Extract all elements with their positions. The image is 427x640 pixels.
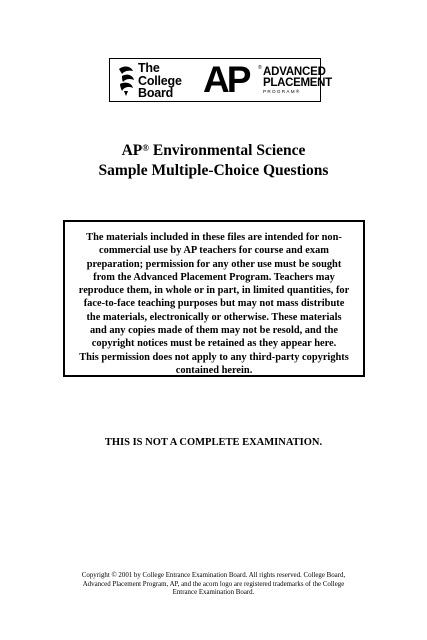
notice-line: copyright notices must be retained as they appear here. xyxy=(91,338,337,350)
notice-line: and any copies made of them may not be resold, and the xyxy=(89,325,339,337)
notice-line: preparation; permission for any other use must be sought xyxy=(86,258,342,270)
header-logos xyxy=(109,58,332,102)
notice-line: from the Advanced Placement Program. Teachers may xyxy=(93,271,335,283)
usage-notice-box xyxy=(63,220,365,377)
acorn-logo-icon xyxy=(116,65,136,97)
title-line-1: AP® Environmental Science xyxy=(121,142,306,159)
notice-line: contained herein. xyxy=(175,364,253,376)
notice-line: The materials included in these files are intended for non- xyxy=(86,232,342,243)
copyright-line: Advanced Placement Program, AP, and the acorn logo are registered trademarks of the College xyxy=(82,580,345,588)
not-complete-disclaimer: THIS IS NOT A COMPLETE EXAMINATION. xyxy=(104,437,323,448)
college-board-wordmark: The College Board xyxy=(138,61,182,100)
copyright-line: Copyright © 2001 by College Entrance Examination Board. All rights reserved. College Board, xyxy=(81,572,346,579)
advanced-placement-wordmark: ADVANCED PLACEMENT PROGRAM® xyxy=(263,66,332,94)
notice-line: face-to-face teaching purposes but may not mass distribute xyxy=(83,298,345,310)
ap-logo: AP xyxy=(203,59,249,100)
copyright-footer xyxy=(0,572,427,598)
notice-line: This permission does not apply to any third-party copyrights xyxy=(79,351,349,363)
copyright-line: Entrance Examination Board. xyxy=(172,589,255,597)
notice-line: the materials, electronically or otherwise. These materials xyxy=(86,311,342,323)
ap-registered-mark: ® xyxy=(258,65,262,71)
title-line-2: Sample Multiple-Choice Questions xyxy=(98,162,329,179)
notice-line: reproduce them, in whole or in part, in limited quantities, for xyxy=(78,285,350,297)
notice-line: commercial use by AP teachers for course and exam xyxy=(99,245,329,257)
document-title xyxy=(0,141,427,181)
